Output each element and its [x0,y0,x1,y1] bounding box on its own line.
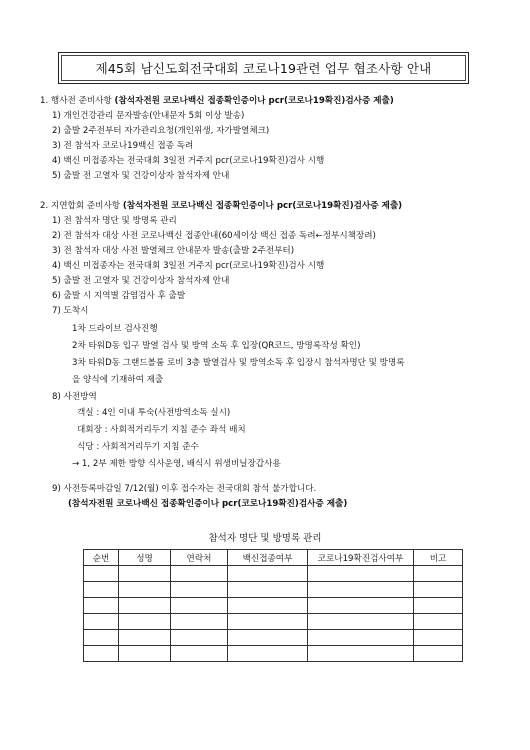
table-cell [84,598,119,614]
table-cell [84,582,119,598]
section-2-item: 9) 사전등록마감일 7/12(월) 이후 접수자는 전국대회 참석 불가합니다. [52,484,317,494]
section-2-item: 3) 전 참석자 대상 사전 발열체크 안내문자 발송(출발 2주전부터) [52,246,295,256]
prevention-line: → 1, 2부 제한 방향 식사운영, 배식시 위생비닐장갑사용 [72,459,281,469]
table-cell [84,566,119,582]
section-1-heading [40,95,394,107]
attendee-table [83,549,463,662]
prevention-line: 식당 : 사회적거리두기 지침 준수 [77,442,199,452]
arrival-step-continued: 을 양식에 기재하여 제출 [72,375,164,385]
table-cell [308,582,414,598]
section-1-item: 3) 전 참석자 코로나19백신 접종 독려 [52,141,194,151]
table-cell [119,566,171,582]
table-row [84,566,463,582]
section-2-item: 8) 사전방역 [52,392,97,402]
arrival-step: 2차 타워D동 입구 발열 검사 및 방역 소독 후 입장(QR코드, 방명록작성 확인) [72,341,361,351]
table-cell [228,582,308,598]
prevention-line: 객실 : 4인 이내 투숙(사전방역소독 실시) [77,408,231,418]
section-2-item: 7) 도착시 [52,306,89,316]
table-cell [119,614,171,630]
table-cell [228,566,308,582]
table-cell [171,598,228,614]
table-cell [414,566,463,582]
header-cell: 비고 [414,550,463,566]
table-cell [84,630,119,646]
table-cell [119,630,171,646]
table-cell [228,630,308,646]
table-row [84,646,463,662]
section-2-item: 2) 전 참석자 대상 사전 코로나백신 접종안내(60세이상 백신 접종 독려←정부시책장려) [52,231,376,241]
table-cell [414,614,463,630]
table-cell [308,566,414,582]
table-row [84,582,463,598]
table-cell [308,598,414,614]
prevention-line: 대회장 : 사회적거리두기 지침 준수 좌석 배치 [77,425,246,435]
section-1-item: 4) 백신 미접종자는 전국대회 3일전 거주지 pcr(코로나19확진)검사 시행 [52,156,325,166]
table-row [84,614,463,630]
header-cell: 연락처 [171,550,228,566]
table-row [84,630,463,646]
table-header-row [84,550,463,566]
title-box [58,52,469,84]
table-cell [308,646,414,662]
section-2-item: 5) 출발 전 고열자 및 건강이상자 참석자제 안내 [52,276,230,286]
section-1-item: 5) 출발 전 고열자 및 건강이상자 참석자제 안내 [52,171,230,181]
section-2-heading [40,200,402,212]
table-cell [84,614,119,630]
table-cell [119,582,171,598]
table-cell [228,646,308,662]
table-cell [228,614,308,630]
table-cell [414,582,463,598]
document-title: 제45회 남신도회전국대회 코로나19관련 업무 협조사항 안내 [95,61,432,76]
section-1-item: 2) 출발 2주전부터 자가관리요청(개인위생, 자가발열체크) [52,126,270,136]
table-cell [414,646,463,662]
header-cell: 백신접종여부 [228,550,308,566]
table-cell [119,598,171,614]
registration-note: (참석자전원 코로나백신 접종확인증이나 pcr(코로나19확진)검사증 제출) [68,499,348,509]
table-cell [171,614,228,630]
section-2-heading-prefix: 2. 지연합회 준비사항 [40,201,123,211]
table-cell [171,646,228,662]
table-cell [308,614,414,630]
section-2-item: 1) 전 참석자 명단 및 방명록 관리 [52,216,177,226]
section-2-item: 6) 출발 시 지역별 감염검사 후 출발 [52,291,186,301]
table-cell [171,582,228,598]
table-body [84,566,463,662]
header-cell: 코로나19확진검사여부 [308,550,414,566]
table-title: 참석자 명단 및 방명록 관리 [208,533,322,544]
section-1-heading-bold: (참석자전원 코로나백신 접종확인증이나 pcr(코로나19확진)검사증 제출) [114,96,394,106]
table-cell [228,598,308,614]
table-cell [171,566,228,582]
section-1-item: 1) 개인건강관리 문자발송(안내문자 5회 이상 발송) [52,111,245,121]
table-cell [414,630,463,646]
header-cell: 순번 [84,550,119,566]
section-1-heading-prefix: 1. 행사전 준비사항 [40,96,115,106]
arrival-step: 1차 드라이브 검사진행 [72,324,158,334]
header-cell: 성명 [119,550,171,566]
table-cell [171,630,228,646]
table-row [84,598,463,614]
section-2-heading-bold: (참석자전원 코로나백신 접종확인증이나 pcr(코로나19확진)검사증 제출) [122,201,403,211]
table-cell [84,646,119,662]
table-cell [414,598,463,614]
table-cell [308,630,414,646]
table-cell [119,646,171,662]
section-2-item: 4) 백신 미접종자는 전국대회 3일전 거주지 pcr(코로나19확진)검사 시행 [52,261,325,271]
arrival-step: 3차 타워D동 그랜드볼룸 로비 3층 발열검사 및 방역소독 후 입장시 참석자명단 및 방명록 [72,358,405,368]
